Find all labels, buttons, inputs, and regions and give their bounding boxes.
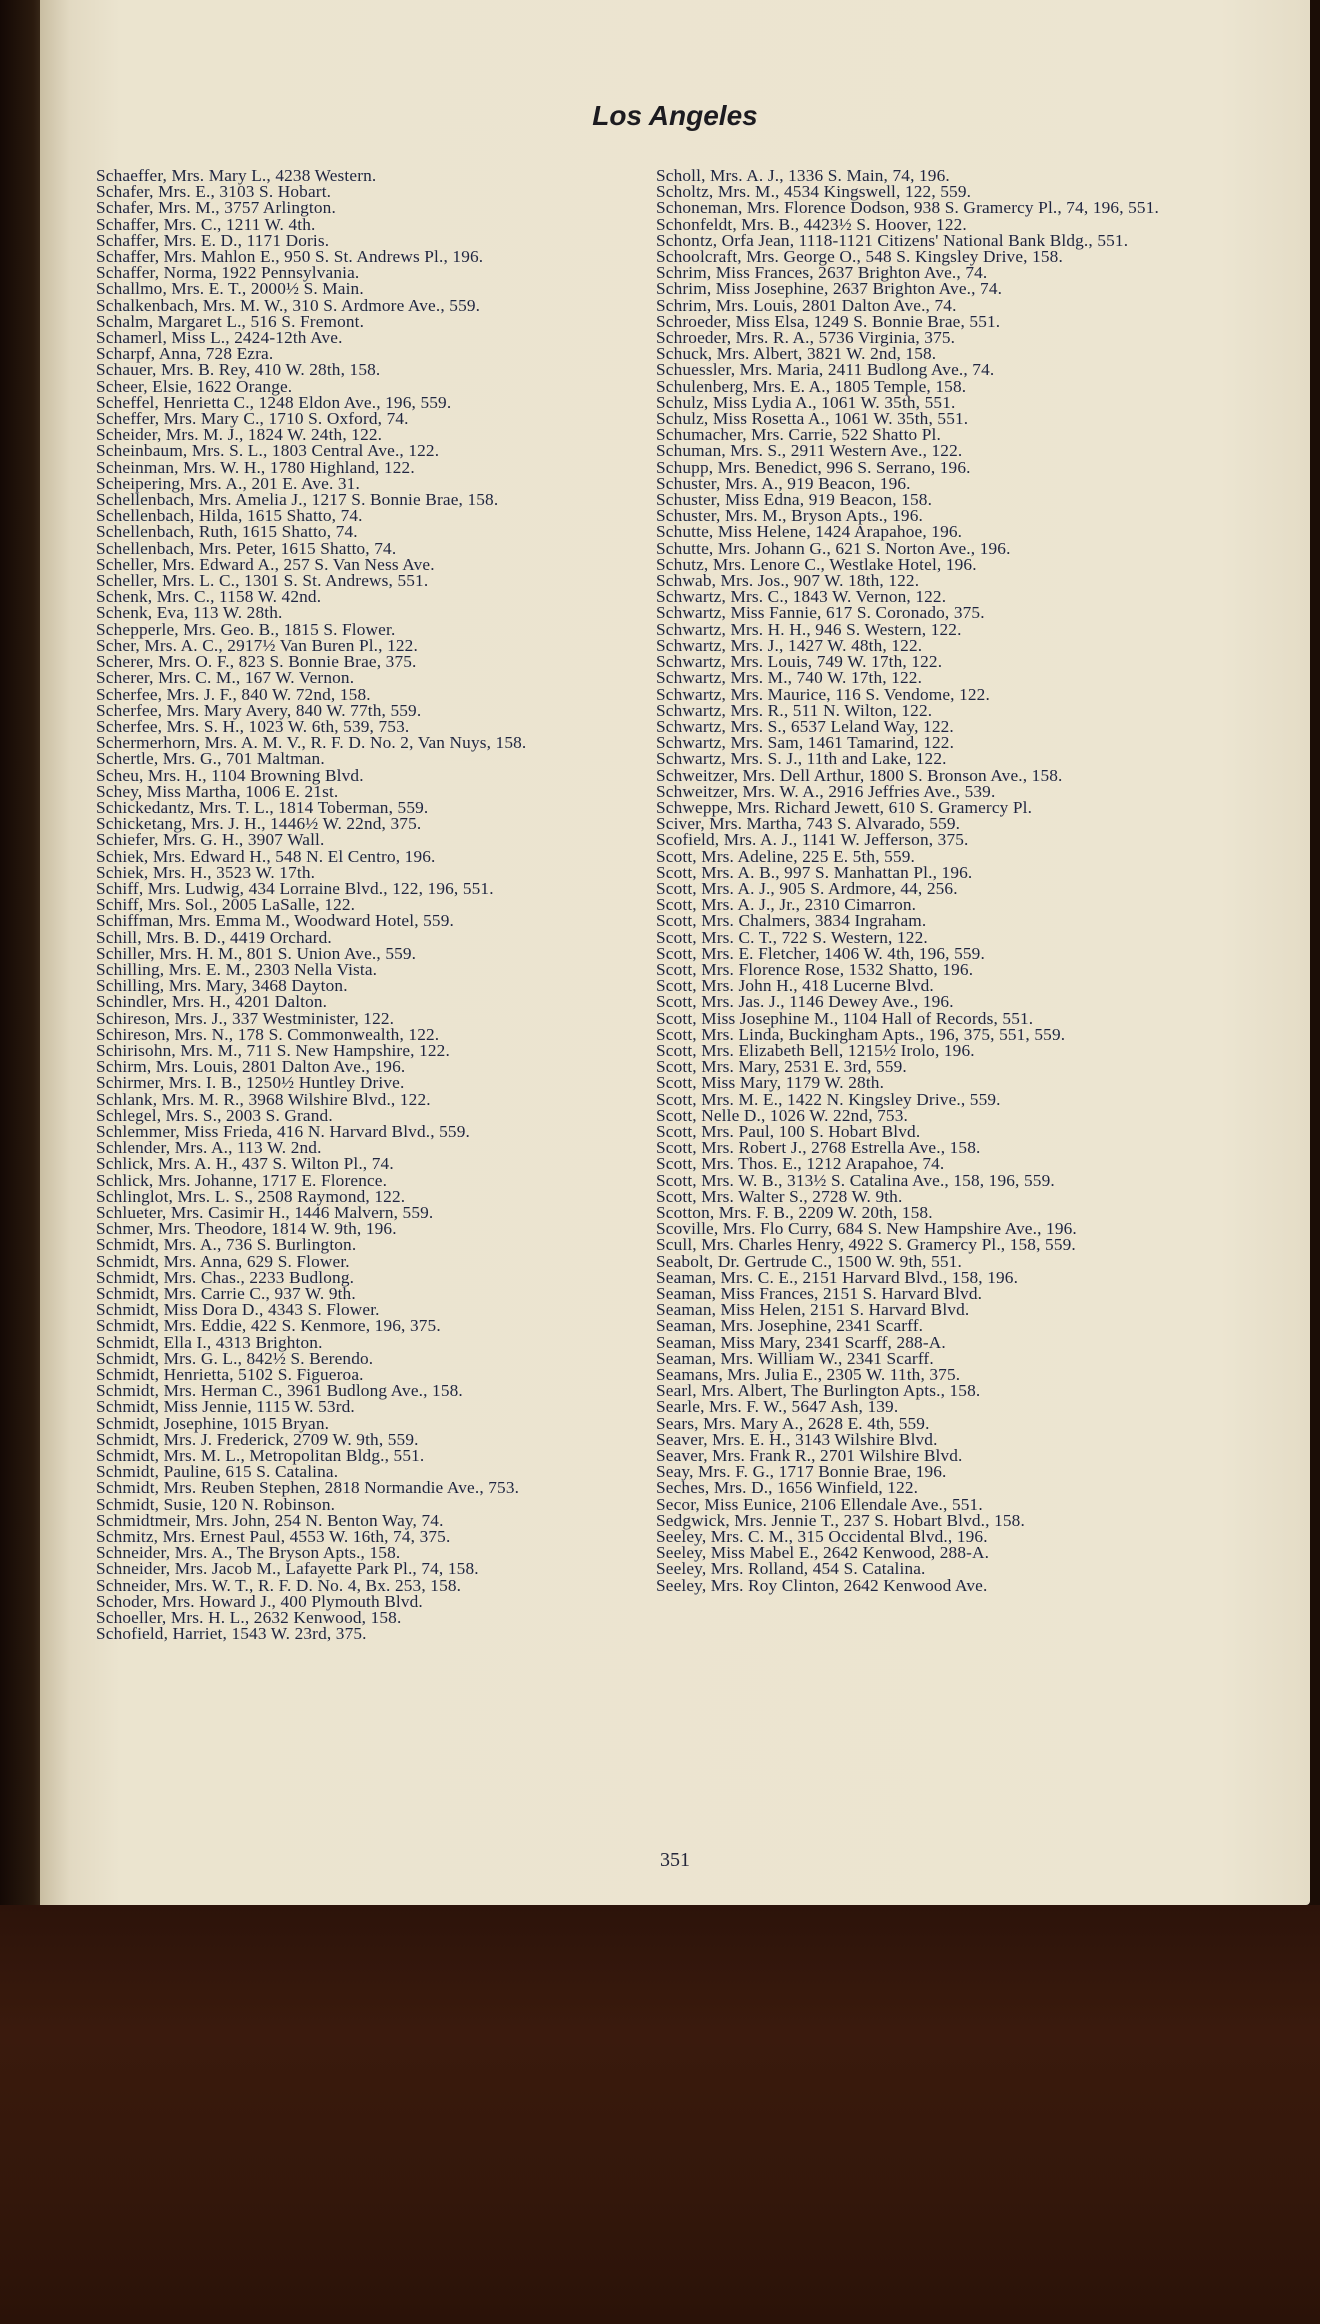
- directory-entry: Scott, Mrs. Thos. E., 1212 Arapahoe, 74.: [656, 1154, 945, 1174]
- directory-entry: Schwartz, Mrs. Maurice, 116 S. Vendome, 122.: [656, 684, 990, 704]
- directory-entry: Scott, Mrs. Jas. J., 1146 Dewey Ave., 196.: [656, 992, 954, 1012]
- directory-entry: Scoville, Mrs. Flo Curry, 684 S. New Hampshire Ave., 196.: [656, 1219, 1077, 1239]
- directory-entry: Schroeder, Miss Elsa, 1249 S. Bonnie Brae, 551.: [656, 311, 1001, 331]
- directory-entry: Scott, Mrs. A. J., Jr., 2310 Cimarron.: [656, 895, 917, 915]
- directory-entry: Schiek, Mrs. Edward H., 548 N. El Centro, 196.: [96, 846, 436, 866]
- directory-entry: Schiff, Mrs. Ludwig, 434 Lorraine Blvd., 122, 196, 551.: [96, 878, 494, 898]
- directory-entry: Schenk, Mrs. C., 1158 W. 42nd.: [96, 587, 322, 607]
- directory-entry: Schupp, Mrs. Benedict, 996 S. Serrano, 196.: [656, 457, 971, 477]
- directory-entry: Sciver, Mrs. Martha, 743 S. Alvarado, 559.: [656, 814, 961, 834]
- directory-entry: Scott, Mrs. Robert J., 2768 Estrella Ave., 158.: [656, 1138, 981, 1158]
- directory-entry: Schellenbach, Ruth, 1615 Shatto, 74.: [96, 522, 358, 542]
- directory-entry: Schireson, Mrs. J., 337 Westminister, 122.: [96, 1008, 395, 1028]
- directory-entry: Schutz, Mrs. Lenore C., Westlake Hotel, 196.: [656, 554, 977, 574]
- directory-entry: Seaman, Mrs. William W., 2341 Scarff.: [656, 1348, 934, 1368]
- directory-entry: Schmitz, Mrs. Ernest Paul, 4553 W. 16th, 74, 375.: [96, 1527, 451, 1547]
- left-column: [96, 168, 631, 1642]
- page-number: 351: [660, 1849, 690, 1871]
- directory-entry: Seaman, Mrs. C. E., 2151 Harvard Blvd., 158, 196.: [656, 1267, 1019, 1287]
- directory-entry: Schey, Miss Martha, 1006 E. 21st.: [96, 781, 339, 801]
- directory-entry: Schickedantz, Mrs. T. L., 1814 Toberman, 559.: [96, 797, 429, 817]
- directory-entry: Schwartz, Mrs. M., 740 W. 17th, 122.: [656, 668, 923, 688]
- directory-entry: Seaver, Mrs. E. H., 3143 Wilshire Blvd.: [656, 1429, 938, 1449]
- directory-entry: Scheer, Elsie, 1622 Orange.: [96, 376, 293, 396]
- directory-entry: Schneider, Mrs. A., The Bryson Apts., 158.: [96, 1543, 401, 1563]
- directory-entry: Schiffman, Mrs. Emma M., Woodward Hotel, 559.: [96, 911, 454, 931]
- directory-entry: Seabolt, Dr. Gertrude C., 1500 W. 9th, 551.: [656, 1251, 962, 1271]
- directory-entry: Schmidt, Henrietta, 5102 S. Figueroa.: [96, 1365, 364, 1385]
- directory-entry: Sedgwick, Mrs. Jennie T., 237 S. Hobart Blvd., 158.: [656, 1510, 1025, 1530]
- directory-entry: Schwab, Mrs. Jos., 907 W. 18th, 122.: [656, 571, 920, 591]
- directory-entry: Schmidt, Susie, 120 N. Robinson.: [96, 1494, 336, 1514]
- directory-entry: Schenk, Eva, 113 W. 28th.: [96, 603, 283, 623]
- directory-entry: Schoder, Mrs. Howard J., 400 Plymouth Blvd.: [96, 1591, 423, 1611]
- directory-entry: Schulenberg, Mrs. E. A., 1805 Temple, 158.: [656, 376, 967, 396]
- directory-entry: Schmidt, Ella I., 4313 Brighton.: [96, 1332, 323, 1352]
- directory-entry: Schafer, Mrs. M., 3757 Arlington.: [96, 198, 336, 218]
- directory-entry: Schonfeldt, Mrs. B., 4423½ S. Hoover, 122.: [656, 214, 967, 234]
- directory-entry: Scofield, Mrs. A. J., 1141 W. Jefferson, 375.: [656, 830, 969, 850]
- directory-entry: Schlank, Mrs. M. R., 3968 Wilshire Blvd., 122.: [96, 1089, 431, 1109]
- directory-entry: Schuster, Mrs. A., 919 Beacon, 196.: [656, 473, 911, 493]
- directory-entry: Seamans, Mrs. Julia E., 2305 W. 11th, 375.: [656, 1365, 961, 1385]
- directory-entry: Schrim, Mrs. Louis, 2801 Dalton Ave., 74.: [656, 295, 957, 315]
- directory-entry: Scott, Mrs. Mary, 2531 E. 3rd, 559.: [656, 1057, 907, 1077]
- directory-entry: Scott, Mrs. Chalmers, 3834 Ingraham.: [656, 911, 927, 931]
- directory-entry: Scheffer, Mrs. Mary C., 1710 S. Oxford, 74.: [96, 409, 409, 429]
- directory-entry: Scott, Miss Mary, 1179 W. 28th.: [656, 1073, 885, 1093]
- directory-entry: Schwartz, Mrs. C., 1843 W. Vernon, 122.: [656, 587, 947, 607]
- directory-entry: Scheffel, Henrietta C., 1248 Eldon Ave., 196, 559.: [96, 392, 452, 412]
- directory-entry: Scheipering, Mrs. A., 201 E. Ave. 31.: [96, 473, 360, 493]
- directory-entry: Schmidt, Mrs. Anna, 629 S. Flower.: [96, 1251, 350, 1271]
- directory-entry: Seches, Mrs. D., 1656 Winfield, 122.: [656, 1478, 919, 1498]
- directory-entry: Schmidt, Josephine, 1015 Bryan.: [96, 1413, 330, 1433]
- directory-entry: Schoolcraft, Mrs. George O., 548 S. Kingsley Drive, 158.: [656, 247, 1063, 267]
- directory-entry: Scott, Mrs. Florence Rose, 1532 Shatto, 196.: [656, 959, 974, 979]
- directory-entry: Schafer, Mrs. E., 3103 S. Hobart.: [96, 182, 332, 202]
- directory-entry: Scheinman, Mrs. W. H., 1780 Highland, 122.: [96, 457, 415, 477]
- directory-entry: Scholtz, Mrs. M., 4534 Kingswell, 122, 559.: [656, 182, 972, 202]
- directory-entry: Searl, Mrs. Albert, The Burlington Apts., 158.: [656, 1381, 981, 1401]
- directory-entry: Schmidt, Mrs. Herman C., 3961 Budlong Ave., 158.: [96, 1381, 463, 1401]
- directory-entry: Scott, Mrs. W. B., 313½ S. Catalina Ave., 158, 196, 559.: [656, 1170, 1055, 1190]
- directory-entry: Scherer, Mrs. C. M., 167 W. Vernon.: [96, 668, 355, 688]
- book-page: [40, 0, 1310, 1905]
- directory-entry: Schiff, Mrs. Sol., 2005 LaSalle, 122.: [96, 895, 356, 915]
- directory-entry: Schuessler, Mrs. Maria, 2411 Budlong Ave., 74.: [656, 360, 995, 380]
- directory-entry: Secor, Miss Eunice, 2106 Ellendale Ave., 551.: [656, 1494, 983, 1514]
- directory-entry: Schmidt, Mrs. Chas., 2233 Budlong.: [96, 1267, 355, 1287]
- directory-entry: Schmidt, Miss Jennie, 1115 W. 53rd.: [96, 1397, 355, 1417]
- directory-entry: Schutte, Mrs. Johann G., 621 S. Norton Ave., 196.: [656, 538, 1011, 558]
- book-cover-background: [0, 1905, 1320, 2324]
- directory-entry: Scotton, Mrs. F. B., 2209 W. 20th, 158.: [656, 1203, 933, 1222]
- directory-entry: Schwartz, Mrs. S. J., 11th and Lake, 122.: [656, 749, 947, 769]
- directory-entry: Schwartz, Miss Fannie, 617 S. Coronado, 375.: [656, 603, 985, 623]
- directory-entry: Scholl, Mrs. A. J., 1336 S. Main, 74, 196.: [656, 166, 950, 185]
- directory-entry: Scott, Miss Josephine M., 1104 Hall of Records, 551.: [656, 1008, 1034, 1028]
- directory-entry: Schweppe, Mrs. Richard Jewett, 610 S. Gramercy Pl.: [656, 797, 1033, 817]
- directory-entry: Schiefer, Mrs. G. H., 3907 Wall.: [96, 830, 325, 850]
- directory-entry: Seeley, Mrs. Rolland, 454 S. Catalina.: [656, 1559, 926, 1579]
- directory-entry: Scott, Mrs. John H., 418 Lucerne Blvd.: [656, 976, 934, 996]
- directory-entry: Scheinbaum, Mrs. S. L., 1803 Central Ave., 122.: [96, 441, 440, 461]
- directory-entry: Scherfee, Mrs. J. F., 840 W. 72nd, 158.: [96, 684, 371, 704]
- directory-entry: Seaman, Miss Frances, 2151 S. Harvard Blvd.: [656, 1284, 983, 1304]
- directory-entry: Scher, Mrs. A. C., 2917½ Van Buren Pl., 122.: [96, 635, 418, 655]
- directory-entry: Scheu, Mrs. H., 1104 Browning Blvd.: [96, 765, 364, 785]
- directory-entry: Schaffer, Mrs. Mahlon E., 950 S. St. Andrews Pl., 196.: [96, 247, 484, 267]
- directory-entry: Schwartz, Mrs. R., 511 N. Wilton, 122.: [656, 700, 933, 720]
- directory-entry: Schellenbach, Hilda, 1615 Shatto, 74.: [96, 506, 363, 526]
- directory-entry: Schmidt, Mrs. A., 736 S. Burlington.: [96, 1235, 357, 1255]
- directory-entry: Schaffer, Mrs. E. D., 1171 Doris.: [96, 230, 330, 250]
- directory-entry: Seaman, Mrs. Josephine, 2341 Scarff.: [656, 1316, 924, 1336]
- directory-entry: Schlegel, Mrs. S., 2003 S. Grand.: [96, 1105, 333, 1125]
- directory-entry: Schutte, Miss Helene, 1424 Arapahoe, 196.: [656, 522, 963, 542]
- directory-entry: Schwartz, Mrs. H. H., 946 S. Western, 122.: [656, 619, 962, 639]
- directory-entry: Scherfee, Mrs. Mary Avery, 840 W. 77th, 559.: [96, 700, 422, 720]
- directory-entry: Schwartz, Mrs. J., 1427 W. 48th, 122.: [656, 635, 923, 655]
- directory-entry: Schulz, Miss Rosetta A., 1061 W. 35th, 551.: [656, 409, 969, 429]
- directory-entry: Schuster, Miss Edna, 919 Beacon, 158.: [656, 490, 933, 510]
- directory-entry: Seeley, Miss Mabel E., 2642 Kenwood, 288-A.: [656, 1543, 990, 1563]
- directory-entry: Scharpf, Anna, 728 Ezra.: [96, 344, 274, 364]
- directory-entry: Scheller, Mrs. Edward A., 257 S. Van Ness Ave.: [96, 554, 435, 574]
- directory-entry: Seay, Mrs. F. G., 1717 Bonnie Brae, 196.: [656, 1462, 947, 1482]
- directory-entry: Scott, Mrs. A. B., 997 S. Manhattan Pl., 196.: [656, 862, 973, 882]
- directory-entry: Schoeller, Mrs. H. L., 2632 Kenwood, 158.: [96, 1608, 402, 1628]
- directory-entry: Schlinglot, Mrs. L. S., 2508 Raymond, 122.: [96, 1186, 406, 1206]
- directory-entry: Schireson, Mrs. N., 178 S. Commonwealth, 122.: [96, 1024, 440, 1044]
- directory-entry: Schuck, Mrs. Albert, 3821 W. 2nd, 158.: [656, 344, 937, 364]
- directory-entry: Schuman, Mrs. S., 2911 Western Ave., 122.: [656, 441, 963, 461]
- directory-entry: Schweitzer, Mrs. W. A., 2916 Jeffries Ave., 539.: [656, 781, 996, 801]
- directory-entry: Schroeder, Mrs. R. A., 5736 Virginia, 375.: [656, 328, 956, 348]
- directory-entry: Schrim, Miss Frances, 2637 Brighton Ave., 74.: [656, 263, 988, 283]
- directory-entry: Schiller, Mrs. H. M., 801 S. Union Ave., 559.: [96, 943, 417, 963]
- page-title: Los Angeles: [592, 100, 758, 131]
- directory-entry: Schwartz, Mrs. Sam, 1461 Tamarind, 122.: [656, 733, 955, 753]
- directory-entry: Searle, Mrs. F. W., 5647 Ash, 139.: [656, 1397, 899, 1417]
- directory-entry: Seeley, Mrs. C. M., 315 Occidental Blvd., 196.: [656, 1527, 988, 1547]
- directory-entry: Schrim, Miss Josephine, 2637 Brighton Ave., 74.: [656, 279, 1003, 299]
- directory-entry: Scott, Mrs. Walter S., 2728 W. 9th.: [656, 1186, 903, 1206]
- directory-entry: Schiek, Mrs. H., 3523 W. 17th.: [96, 862, 316, 882]
- directory-entry: Schweitzer, Mrs. Dell Arthur, 1800 S. Bronson Ave., 158.: [656, 765, 1063, 785]
- directory-entry: Schalkenbach, Mrs. M. W., 310 S. Ardmore Ave., 559.: [96, 295, 481, 315]
- directory-entry: Schmidt, Mrs. J. Frederick, 2709 W. 9th, 559.: [96, 1429, 419, 1449]
- directory-entry: Schmer, Mrs. Theodore, 1814 W. 9th, 196.: [96, 1219, 397, 1239]
- directory-entry: Schwartz, Mrs. S., 6537 Leland Way, 122.: [656, 716, 954, 736]
- directory-entry: Schlick, Mrs. Johanne, 1717 E. Florence.: [96, 1170, 388, 1190]
- directory-entry: Schulz, Miss Lydia A., 1061 W. 35th, 551.: [656, 392, 956, 412]
- directory-entry: Schermerhorn, Mrs. A. M. V., R. F. D. No. 2, Van Nuys, 158.: [96, 733, 527, 753]
- directory-entry: Seeley, Mrs. Roy Clinton, 2642 Kenwood Ave.: [656, 1575, 988, 1595]
- directory-entry: Schmidt, Mrs. Carrie C., 937 W. 9th.: [96, 1284, 356, 1304]
- directory-entry: Scherer, Mrs. O. F., 823 S. Bonnie Brae, 375.: [96, 652, 417, 672]
- directory-entry: Schmidt, Mrs. G. L., 842½ S. Berendo.: [96, 1348, 374, 1368]
- directory-entry: Scott, Mrs. A. J., 905 S. Ardmore, 44, 256.: [656, 878, 958, 898]
- directory-entry: Schallmo, Mrs. E. T., 2000½ S. Main.: [96, 279, 364, 299]
- directory-entry: Schmidt, Mrs. M. L., Metropolitan Bldg., 551.: [96, 1446, 425, 1466]
- directory-entry: Schwartz, Mrs. Louis, 749 W. 17th, 122.: [656, 652, 943, 672]
- directory-entry: Schlueter, Mrs. Casimir H., 1446 Malvern, 559.: [96, 1203, 434, 1222]
- directory-entry: Schirm, Mrs. Louis, 2801 Dalton Ave., 196.: [96, 1057, 406, 1077]
- directory-entry: Scheller, Mrs. L. C., 1301 S. St. Andrews, 551.: [96, 571, 429, 591]
- directory-entry: Schellenbach, Mrs. Amelia J., 1217 S. Bonnie Brae, 158.: [96, 490, 499, 510]
- directory-entry: Scott, Mrs. C. T., 722 S. Western, 122.: [656, 927, 928, 947]
- directory-entry: Schirmer, Mrs. I. B., 1250½ Huntley Drive.: [96, 1073, 405, 1093]
- directory-entry: Scull, Mrs. Charles Henry, 4922 S. Gramercy Pl., 158, 559.: [656, 1235, 1076, 1255]
- directory-entry: Scheider, Mrs. M. J., 1824 W. 24th, 122.: [96, 425, 383, 445]
- directory-entry: Schmidt, Mrs. Reuben Stephen, 2818 Normandie Ave., 753.: [96, 1478, 520, 1498]
- directory-entry: Schmidtmeir, Mrs. John, 254 N. Benton Way, 74.: [96, 1510, 444, 1530]
- directory-entry: Schumacher, Mrs. Carrie, 522 Shatto Pl.: [656, 425, 941, 445]
- directory-entry: Schamerl, Miss L., 2424-12th Ave.: [96, 328, 343, 348]
- directory-entry: Schirisohn, Mrs. M., 711 S. New Hampshire, 122.: [96, 1040, 450, 1060]
- directory-entry: Schlick, Mrs. A. H., 437 S. Wilton Pl., 74.: [96, 1154, 394, 1174]
- directory-entry: Seaver, Mrs. Frank R., 2701 Wilshire Blvd.: [656, 1446, 963, 1466]
- directory-entry: Schmidt, Mrs. Eddie, 422 S. Kenmore, 196, 375.: [96, 1316, 441, 1336]
- directory-entry: Schellenbach, Mrs. Peter, 1615 Shatto, 74.: [96, 538, 397, 558]
- directory-entry: Seaman, Miss Mary, 2341 Scarff, 288-A.: [656, 1332, 946, 1352]
- directory-entry: Sears, Mrs. Mary A., 2628 E. 4th, 559.: [656, 1413, 930, 1433]
- directory-entry: Schaffer, Mrs. C., 1211 W. 4th.: [96, 214, 316, 234]
- directory-entry: Scott, Nelle D., 1026 W. 22nd, 753.: [656, 1105, 908, 1125]
- directory-entry: Schilling, Mrs. Mary, 3468 Dayton.: [96, 976, 348, 996]
- directory-entry: Schmidt, Pauline, 615 S. Catalina.: [96, 1462, 339, 1482]
- directory-entry: Scott, Mrs. E. Fletcher, 1406 W. 4th, 196, 559.: [656, 943, 985, 963]
- directory-entry: Scott, Mrs. Paul, 100 S. Hobart Blvd.: [656, 1121, 921, 1141]
- directory-entry: Schindler, Mrs. H., 4201 Dalton.: [96, 992, 328, 1012]
- directory-entry: Schertle, Mrs. G., 701 Maltman.: [96, 749, 325, 769]
- directory-entry: Schneider, Mrs. Jacob M., Lafayette Park Pl., 74, 158.: [96, 1559, 479, 1579]
- directory-entry: Schilling, Mrs. E. M., 2303 Nella Vista.: [96, 959, 378, 979]
- directory-entry: Schneider, Mrs. W. T., R. F. D. No. 4, Bx. 253, 158.: [96, 1575, 462, 1595]
- directory-entry: Scott, Mrs. M. E., 1422 N. Kingsley Drive., 559.: [656, 1089, 1001, 1109]
- directory-entry: Schalm, Margaret L., 516 S. Fremont.: [96, 311, 365, 331]
- directory-entry: Schmidt, Miss Dora D., 4343 S. Flower.: [96, 1300, 380, 1320]
- directory-entry: Schofield, Harriet, 1543 W. 23rd, 375.: [96, 1624, 367, 1644]
- right-column: [656, 168, 1238, 1594]
- directory-entry: Scherfee, Mrs. S. H., 1023 W. 6th, 539, 753.: [96, 716, 410, 736]
- directory-entry: Schoneman, Mrs. Florence Dodson, 938 S. Gramercy Pl., 74, 196, 551.: [656, 198, 1159, 218]
- directory-entry: Schill, Mrs. B. D., 4419 Orchard.: [96, 927, 332, 947]
- directory-entry: Schlemmer, Miss Frieda, 416 N. Harvard Blvd., 559.: [96, 1121, 470, 1141]
- directory-entry: Schauer, Mrs. B. Rey, 410 W. 28th, 158.: [96, 360, 381, 380]
- directory-entry: Schicketang, Mrs. J. H., 1446½ W. 22nd, 375.: [96, 814, 422, 834]
- directory-entry: Schaeffer, Mrs. Mary L., 4238 Western.: [96, 166, 377, 185]
- directory-entry: Schontz, Orfa Jean, 1118-1121 Citizens' National Bank Bldg., 551.: [656, 230, 1129, 250]
- directory-entry: Scott, Mrs. Linda, Buckingham Apts., 196, 375, 551, 559.: [656, 1024, 1066, 1044]
- directory-entry: Schlender, Mrs. A., 113 W. 2nd.: [96, 1138, 322, 1158]
- directory-entry: Scott, Mrs. Adeline, 225 E. 5th, 559.: [656, 846, 915, 866]
- directory-entry: Scott, Mrs. Elizabeth Bell, 1215½ Irolo, 196.: [656, 1040, 975, 1060]
- directory-entry: Seaman, Miss Helen, 2151 S. Harvard Blvd.: [656, 1300, 970, 1320]
- directory-entry: Schepperle, Mrs. Geo. B., 1815 S. Flower.: [96, 619, 396, 639]
- directory-entry: Schaffer, Norma, 1922 Pennsylvania.: [96, 263, 360, 283]
- directory-entry: Schuster, Mrs. M., Bryson Apts., 196.: [656, 506, 923, 526]
